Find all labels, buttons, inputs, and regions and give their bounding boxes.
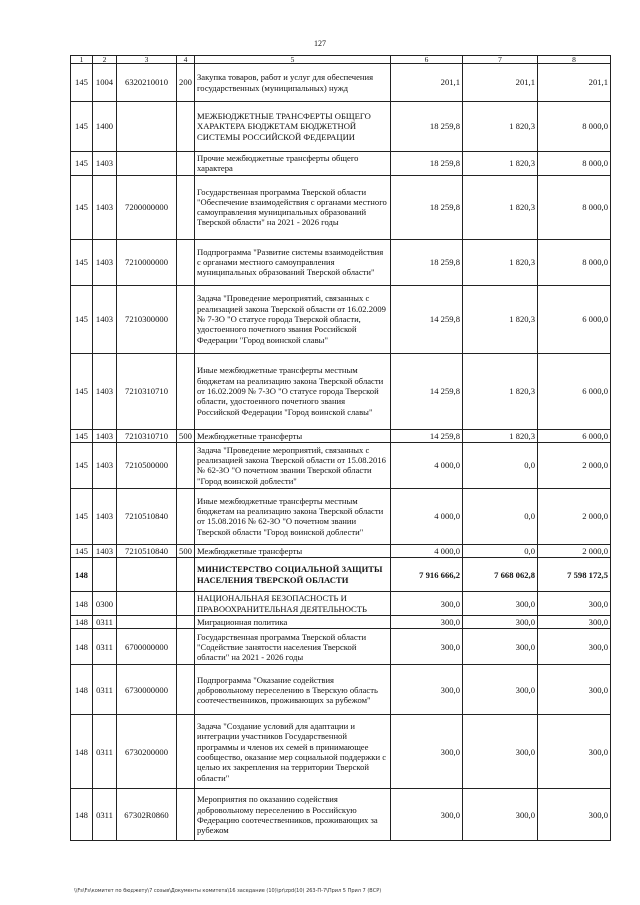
amount-2024-cell: 300,0	[391, 629, 463, 665]
amount-2026-cell: 2 000,0	[538, 442, 611, 488]
admin-code-cell: 145	[71, 353, 93, 429]
section-code-cell: 1403	[93, 285, 117, 353]
amount-2024-cell: 300,0	[391, 616, 463, 629]
section-code-cell: 1403	[93, 429, 117, 442]
expense-type-cell	[177, 353, 195, 429]
admin-code-cell: 145	[71, 544, 93, 557]
description-cell: Задача "Создание условий для адаптации и интеграции участников Государственной программы и членов их семей в принимающее сообщество, оказание мер социальной поддержки с целью их закрепления на территории Тверской области"	[195, 715, 391, 789]
expense-type-cell	[177, 558, 195, 592]
amount-2026-cell: 300,0	[538, 616, 611, 629]
budget-table	[70, 55, 611, 841]
admin-code-cell: 145	[71, 488, 93, 544]
amount-2026-cell: 7 598 172,5	[538, 558, 611, 592]
table-row	[71, 239, 611, 285]
target-code-cell: 6730000000	[117, 665, 177, 715]
target-code-cell	[117, 558, 177, 592]
description-cell: Межбюджетные трансферты	[195, 429, 391, 442]
amount-2024-cell: 300,0	[391, 715, 463, 789]
section-code-cell: 0311	[93, 789, 117, 841]
amount-2025-cell: 1 820,3	[463, 285, 538, 353]
amount-2025-cell: 300,0	[463, 616, 538, 629]
description-cell: Иные межбюджетные трансферты местным бюджетам на реализацию закона Тверской области от 15.08.2016 № 62-ЗО "О почетном звании Тверской области "Город воинской доблести"	[195, 488, 391, 544]
amount-2025-cell: 300,0	[463, 789, 538, 841]
section-code-cell: 1403	[93, 152, 117, 176]
section-code-cell: 0311	[93, 715, 117, 789]
header-cell: 3	[117, 56, 177, 64]
amount-2024-cell: 14 259,8	[391, 429, 463, 442]
table-row	[71, 64, 611, 102]
amount-2026-cell: 6 000,0	[538, 285, 611, 353]
description-cell: Государственная программа Тверской области "Содействие занятости населения Тверской области" на 2021 - 2026 годы	[195, 629, 391, 665]
description-cell: Миграционная политика	[195, 616, 391, 629]
expense-type-cell: 500	[177, 429, 195, 442]
amount-2026-cell: 8 000,0	[538, 102, 611, 152]
amount-2024-cell: 14 259,8	[391, 353, 463, 429]
amount-2024-cell: 4 000,0	[391, 442, 463, 488]
amount-2024-cell: 18 259,8	[391, 239, 463, 285]
section-code-cell: 0311	[93, 616, 117, 629]
table-row	[71, 285, 611, 353]
section-code-cell: 0311	[93, 629, 117, 665]
expense-type-cell	[177, 665, 195, 715]
description-cell: Подпрограмма "Развитие системы взаимодействия с органами местного самоуправления муниципальных образований Тверской области"	[195, 239, 391, 285]
amount-2026-cell: 8 000,0	[538, 239, 611, 285]
amount-2024-cell: 14 259,8	[391, 285, 463, 353]
admin-code-cell: 145	[71, 442, 93, 488]
amount-2024-cell: 18 259,8	[391, 175, 463, 239]
amount-2025-cell: 300,0	[463, 629, 538, 665]
admin-code-cell: 145	[71, 285, 93, 353]
amount-2025-cell: 0,0	[463, 488, 538, 544]
header-cell: 5	[195, 56, 391, 64]
description-cell: Прочие межбюджетные трансферты общего характера	[195, 152, 391, 176]
section-code-cell: 1403	[93, 544, 117, 557]
target-code-cell: 7210000000	[117, 239, 177, 285]
target-code-cell: 7210300000	[117, 285, 177, 353]
amount-2025-cell: 300,0	[463, 715, 538, 789]
target-code-cell: 67302R0860	[117, 789, 177, 841]
section-code-cell: 1403	[93, 353, 117, 429]
admin-code-cell: 145	[71, 152, 93, 176]
target-code-cell: 7210310710	[117, 353, 177, 429]
table-row	[71, 442, 611, 488]
amount-2025-cell: 1 820,3	[463, 152, 538, 176]
amount-2025-cell: 300,0	[463, 665, 538, 715]
table-row	[71, 629, 611, 665]
amount-2024-cell: 18 259,8	[391, 152, 463, 176]
header-cell: 4	[177, 56, 195, 64]
expense-type-cell	[177, 629, 195, 665]
target-code-cell	[117, 102, 177, 152]
description-cell: Межбюджетные трансферты	[195, 544, 391, 557]
amount-2024-cell: 7 916 666,2	[391, 558, 463, 592]
header-row	[71, 56, 611, 64]
amount-2025-cell: 0,0	[463, 544, 538, 557]
target-code-cell: 7210310710	[117, 429, 177, 442]
description-cell: Подпрограмма "Оказание содействия добровольному переселению в Тверскую область соотечественников, проживающих за рубежом"	[195, 665, 391, 715]
description-cell: Мероприятия по оказанию содействия добровольному переселению в Российскую Федерацию соотечественников, проживающих за рубежом	[195, 789, 391, 841]
admin-code-cell: 148	[71, 789, 93, 841]
amount-2024-cell: 300,0	[391, 665, 463, 715]
amount-2026-cell: 201,1	[538, 64, 611, 102]
expense-type-cell: 500	[177, 544, 195, 557]
header-cell: 2	[93, 56, 117, 64]
description-cell: Задача "Проведение мероприятий, связанных с реализацией закона Тверской области от 16.02.2009 № 7-ЗО "О статусе города Тверской области, удостоенного почетного звания Российской Федерации "Город воинской славы"	[195, 285, 391, 353]
section-code-cell: 0311	[93, 665, 117, 715]
table-row	[71, 429, 611, 442]
admin-code-cell: 145	[71, 64, 93, 102]
amount-2026-cell: 300,0	[538, 592, 611, 616]
expense-type-cell	[177, 488, 195, 544]
page-number: 127	[314, 39, 326, 48]
admin-code-cell: 145	[71, 102, 93, 152]
amount-2026-cell: 300,0	[538, 629, 611, 665]
admin-code-cell: 148	[71, 715, 93, 789]
amount-2025-cell: 1 820,3	[463, 429, 538, 442]
section-code-cell	[93, 558, 117, 592]
target-code-cell: 7210500000	[117, 442, 177, 488]
expense-type-cell	[177, 102, 195, 152]
amount-2025-cell: 1 820,3	[463, 353, 538, 429]
admin-code-cell: 148	[71, 558, 93, 592]
header-cell: 1	[71, 56, 93, 64]
header-cell: 7	[463, 56, 538, 64]
expense-type-cell: 200	[177, 64, 195, 102]
table-row	[71, 544, 611, 557]
expense-type-cell	[177, 175, 195, 239]
amount-2026-cell: 6 000,0	[538, 353, 611, 429]
admin-code-cell: 145	[71, 239, 93, 285]
section-code-cell: 1403	[93, 442, 117, 488]
table-row	[71, 175, 611, 239]
target-code-cell: 7210510840	[117, 488, 177, 544]
table-row	[71, 715, 611, 789]
description-cell: Задача "Проведение мероприятий, связанных с реализацией закона Тверской области от 15.08.2016 № 62-ЗО "О почетном звании Тверской области "Город воинской доблести"	[195, 442, 391, 488]
admin-code-cell: 145	[71, 429, 93, 442]
admin-code-cell: 148	[71, 616, 93, 629]
admin-code-cell: 148	[71, 629, 93, 665]
admin-code-cell: 145	[71, 175, 93, 239]
table-row	[71, 558, 611, 592]
amount-2026-cell: 6 000,0	[538, 429, 611, 442]
amount-2024-cell: 4 000,0	[391, 544, 463, 557]
amount-2025-cell: 1 820,3	[463, 175, 538, 239]
amount-2026-cell: 8 000,0	[538, 175, 611, 239]
target-code-cell: 6730200000	[117, 715, 177, 789]
section-code-cell: 1403	[93, 175, 117, 239]
footer-file-path: \\Fs\Fs\комитет по бюджету\7 созыв\Документы комитета\16 заседание (10)\pr\zpd(10) 263-П-7\Прил 5 Прил 7 (ВСР)	[74, 888, 382, 894]
header-cell: 8	[538, 56, 611, 64]
description-cell: НАЦИОНАЛЬНАЯ БЕЗОПАСНОСТЬ И ПРАВООХРАНИТЕЛЬНАЯ ДЕЯТЕЛЬНОСТЬ	[195, 592, 391, 616]
amount-2026-cell: 300,0	[538, 789, 611, 841]
amount-2025-cell: 0,0	[463, 442, 538, 488]
table-row	[71, 102, 611, 152]
amount-2026-cell: 300,0	[538, 715, 611, 789]
target-code-cell	[117, 592, 177, 616]
expense-type-cell	[177, 789, 195, 841]
target-code-cell: 6320210010	[117, 64, 177, 102]
table-row	[71, 592, 611, 616]
amount-2025-cell: 1 820,3	[463, 239, 538, 285]
expense-type-cell	[177, 239, 195, 285]
amount-2024-cell: 18 259,8	[391, 102, 463, 152]
description-cell: Государственная программа Тверской области "Обеспечение взаимодействия с органами местного самоуправления муниципальных образований Тверской области" на 2021 - 2026 годы	[195, 175, 391, 239]
expense-type-cell	[177, 616, 195, 629]
amount-2024-cell: 4 000,0	[391, 488, 463, 544]
expense-type-cell	[177, 715, 195, 789]
amount-2026-cell: 2 000,0	[538, 488, 611, 544]
description-cell: Иные межбюджетные трансферты местным бюджетам на реализацию закона Тверской области от 16.02.2009 № 7-ЗО "О статусе города Тверской области, удостоенного почетного звания Российской Федерации "Город воинской славы"	[195, 353, 391, 429]
table-row	[71, 152, 611, 176]
target-code-cell: 7200000000	[117, 175, 177, 239]
expense-type-cell	[177, 592, 195, 616]
amount-2025-cell: 1 820,3	[463, 102, 538, 152]
target-code-cell: 6700000000	[117, 629, 177, 665]
admin-code-cell: 148	[71, 592, 93, 616]
description-cell: МЕЖБЮДЖЕТНЫЕ ТРАНСФЕРТЫ ОБЩЕГО ХАРАКТЕРА БЮДЖЕТАМ БЮДЖЕТНОЙ СИСТЕМЫ РОССИЙСКОЙ ФЕДЕРАЦИИ	[195, 102, 391, 152]
section-code-cell: 1004	[93, 64, 117, 102]
admin-code-cell: 148	[71, 665, 93, 715]
section-code-cell: 0300	[93, 592, 117, 616]
amount-2024-cell: 300,0	[391, 789, 463, 841]
section-code-cell: 1400	[93, 102, 117, 152]
target-code-cell	[117, 616, 177, 629]
amount-2025-cell: 300,0	[463, 592, 538, 616]
amount-2026-cell: 300,0	[538, 665, 611, 715]
target-code-cell: 7210510840	[117, 544, 177, 557]
expense-type-cell	[177, 152, 195, 176]
amount-2025-cell: 201,1	[463, 64, 538, 102]
table-row	[71, 616, 611, 629]
expense-type-cell	[177, 285, 195, 353]
section-code-cell: 1403	[93, 239, 117, 285]
description-cell: Закупка товаров, работ и услуг для обеспечения государственных (муниципальных) нужд	[195, 64, 391, 102]
amount-2026-cell: 2 000,0	[538, 544, 611, 557]
table-row	[71, 789, 611, 841]
table-row	[71, 488, 611, 544]
expense-type-cell	[177, 442, 195, 488]
header-cell: 6	[391, 56, 463, 64]
table-row	[71, 353, 611, 429]
amount-2026-cell: 8 000,0	[538, 152, 611, 176]
amount-2024-cell: 201,1	[391, 64, 463, 102]
table-row	[71, 665, 611, 715]
description-cell: МИНИСТЕРСТВО СОЦИАЛЬНОЙ ЗАЩИТЫ НАСЕЛЕНИЯ ТВЕРСКОЙ ОБЛАСТИ	[195, 558, 391, 592]
section-code-cell: 1403	[93, 488, 117, 544]
amount-2024-cell: 300,0	[391, 592, 463, 616]
amount-2025-cell: 7 668 062,8	[463, 558, 538, 592]
target-code-cell	[117, 152, 177, 176]
